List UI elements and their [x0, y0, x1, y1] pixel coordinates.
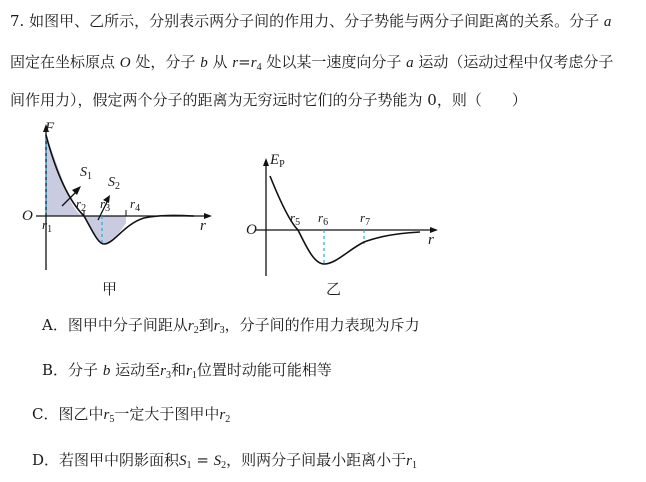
question-number: 7.	[10, 12, 25, 30]
option-d[interactable]: D．若图甲中阴影面积$S_1 = S_2$，则两分子间最小距离小于$r_1$	[32, 451, 418, 471]
s1-label: $S_1$	[80, 165, 92, 182]
r7-label: $r_7$	[360, 210, 371, 228]
question-line-1: 7. 如图甲、乙所示，分别表示两分子间的作用力、分子势能与两分子间距离的关系。分子 a	[10, 12, 612, 30]
r1-label: $r_1$	[42, 217, 53, 235]
y-axis-label-Ep: $E_P$	[270, 152, 285, 170]
origin-label: O	[246, 222, 257, 238]
figure-force-graph	[14, 120, 214, 300]
s2-label: $S_2$	[108, 175, 120, 192]
x-axis-label-r: r	[200, 218, 206, 234]
x-axis-label-r: r	[428, 232, 434, 248]
y-axis-label-F: F	[45, 120, 55, 136]
r2-label: $r_2$	[76, 196, 87, 214]
figure-caption-jia: 甲	[102, 280, 118, 298]
r3-label: $r_3$	[100, 196, 111, 214]
r4-label: $r_4$	[130, 196, 141, 214]
option-b[interactable]: B．分子 b 运动至$r_3$和$r_1$位置时动能可能相等	[42, 361, 332, 381]
option-a[interactable]: A．图甲中分子间距从$r_2$到$r_3$，分子间的作用力表现为斥力	[42, 316, 420, 336]
origin-label: O	[22, 208, 33, 224]
figure-caption-yi: 乙	[326, 280, 342, 298]
r5-label: $r_5$	[290, 210, 301, 228]
option-c[interactable]: C．图乙中$r_5$一定大于图甲中$r_2$	[32, 405, 231, 425]
r6-label: $r_6$	[318, 210, 329, 228]
y-axis-arrow	[263, 158, 269, 166]
figure-potential-graph	[240, 146, 450, 298]
force-graph-svg	[14, 120, 214, 300]
shaded-area-below	[84, 216, 126, 244]
question-line-3: 间作用力），假定两个分子的距离为无穷远时它们的分子势能为 0，则（ ）	[10, 91, 527, 109]
s1-arrow-head	[72, 186, 81, 195]
question-line-2: 固定在坐标原点 O 处，分子 b 从 $r=r_4$ 处以某一速度向分子 a 运动（运动过程中仅考虑分子	[10, 53, 614, 73]
